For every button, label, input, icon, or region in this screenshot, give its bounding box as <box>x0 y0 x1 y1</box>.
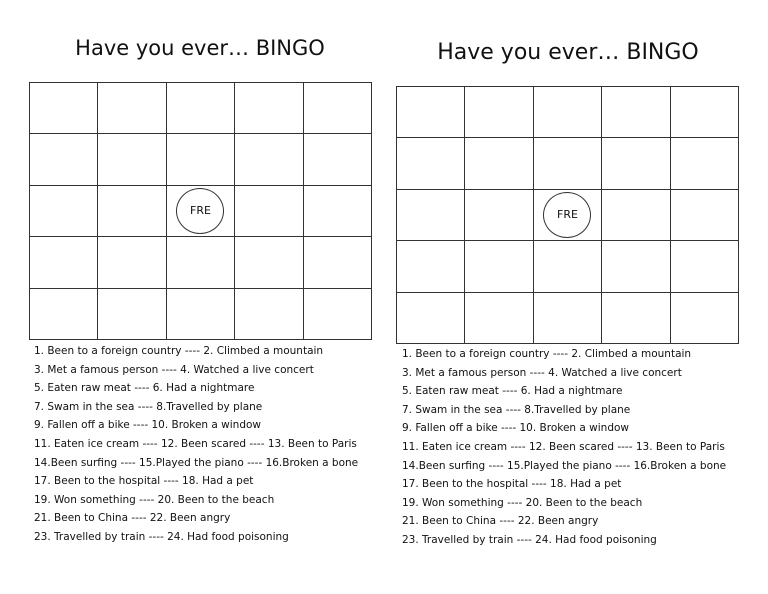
bingo-cell <box>235 186 303 237</box>
bingo-cell <box>602 241 670 292</box>
list-item: 3. Met a famous person ---- 4. Watched a live concert <box>34 363 314 376</box>
bingo-cell <box>167 289 235 340</box>
bingo-cell <box>671 293 739 344</box>
bingo-cell <box>602 293 670 344</box>
prompt-list <box>402 345 726 550</box>
bingo-cell <box>304 83 372 134</box>
bingo-grid <box>396 86 739 344</box>
bingo-cell <box>397 293 465 344</box>
list-item: 5. Eaten raw meat ---- 6. Had a nightmare <box>402 385 623 398</box>
list-item: 14.Been surfing ---- 15.Played the piano ---- 16.Broken a bone <box>402 459 727 472</box>
bingo-cell <box>602 190 670 241</box>
list-item: 1. Been to a foreign country ---- 2. Climbed a mountain <box>34 345 324 357</box>
list-item: 11. Eaten ice cream ---- 12. Been scared ---- 13. Been to Paris <box>34 437 357 450</box>
list-item: 11. Eaten ice cream ---- 12. Been scared ---- 13. Been to Paris <box>402 440 725 453</box>
list-item: 9. Fallen off a bike ---- 10. Broken a window <box>402 422 630 435</box>
bingo-cell <box>671 190 739 241</box>
bingo-cell <box>465 190 533 241</box>
list-item: 9. Fallen off a bike ---- 10. Broken a window <box>34 419 262 432</box>
list-item: 17. Been to the hospital ---- 18. Had a pet <box>402 478 622 491</box>
bingo-cell <box>671 138 739 189</box>
bingo-cell <box>671 241 739 292</box>
list-item: 14.Been surfing ---- 15.Played the piano ---- 16.Broken a bone <box>34 456 359 469</box>
bingo-free-cell <box>167 186 235 237</box>
bingo-cell <box>98 289 166 340</box>
bingo-cell <box>534 293 602 344</box>
list-item: 17. Been to the hospital ---- 18. Had a pet <box>34 475 254 488</box>
bingo-cell <box>397 87 465 138</box>
bingo-cell <box>167 83 235 134</box>
bingo-cell <box>602 138 670 189</box>
list-item: 1. Been to a foreign country ---- 2. Climbed a mountain <box>402 348 692 360</box>
bingo-cell <box>98 237 166 288</box>
bingo-grid <box>29 82 372 340</box>
bingo-cell <box>671 87 739 138</box>
list-item: 3. Met a famous person ---- 4. Watched a live concert <box>402 366 682 379</box>
bingo-cell <box>98 134 166 185</box>
list-item: 7. Swam in the sea ---- 8.Travelled by plane <box>402 403 631 416</box>
bingo-cell <box>30 289 98 340</box>
bingo-cell <box>304 237 372 288</box>
bingo-cell <box>534 138 602 189</box>
bingo-cell <box>602 87 670 138</box>
bingo-cell <box>167 134 235 185</box>
bingo-cell <box>304 186 372 237</box>
list-item: 23. Travelled by train ---- 24. Had food poisoning <box>402 533 657 546</box>
bingo-free-cell <box>534 190 602 241</box>
bingo-cell <box>30 186 98 237</box>
bingo-cell <box>534 241 602 292</box>
bingo-cell <box>235 134 303 185</box>
bingo-cell <box>465 87 533 138</box>
bingo-cell <box>534 87 602 138</box>
prompt-list <box>34 342 358 547</box>
bingo-cell <box>397 190 465 241</box>
bingo-cell <box>397 241 465 292</box>
list-item: 19. Won something ---- 20. Been to the beach <box>402 496 643 509</box>
bingo-cell <box>235 237 303 288</box>
bingo-cell <box>30 134 98 185</box>
bingo-cell <box>304 134 372 185</box>
free-space-label: FRE <box>543 192 591 238</box>
bingo-cell <box>304 289 372 340</box>
list-item: 7. Swam in the sea ---- 8.Travelled by plane <box>34 400 263 413</box>
bingo-cell <box>30 237 98 288</box>
bingo-cell <box>235 289 303 340</box>
list-item: 23. Travelled by train ---- 24. Had food poisoning <box>34 530 289 543</box>
bingo-cell <box>465 293 533 344</box>
bingo-cell <box>465 138 533 189</box>
card-title: Have you ever… BINGO <box>437 40 699 65</box>
bingo-cell <box>98 83 166 134</box>
bingo-cell <box>397 138 465 189</box>
bingo-cell <box>98 186 166 237</box>
bingo-cell <box>30 83 98 134</box>
list-item: 5. Eaten raw meat ---- 6. Had a nightmare <box>34 382 255 395</box>
bingo-cell <box>465 241 533 292</box>
list-item: 21. Been to China ---- 22. Been angry <box>402 515 599 528</box>
list-item: 21. Been to China ---- 22. Been angry <box>34 512 231 525</box>
bingo-cell <box>235 83 303 134</box>
free-space-label: FRE <box>176 188 224 234</box>
card-title: Have you ever… BINGO <box>75 36 325 60</box>
bingo-cell <box>167 237 235 288</box>
list-item: 19. Won something ---- 20. Been to the beach <box>34 493 275 506</box>
